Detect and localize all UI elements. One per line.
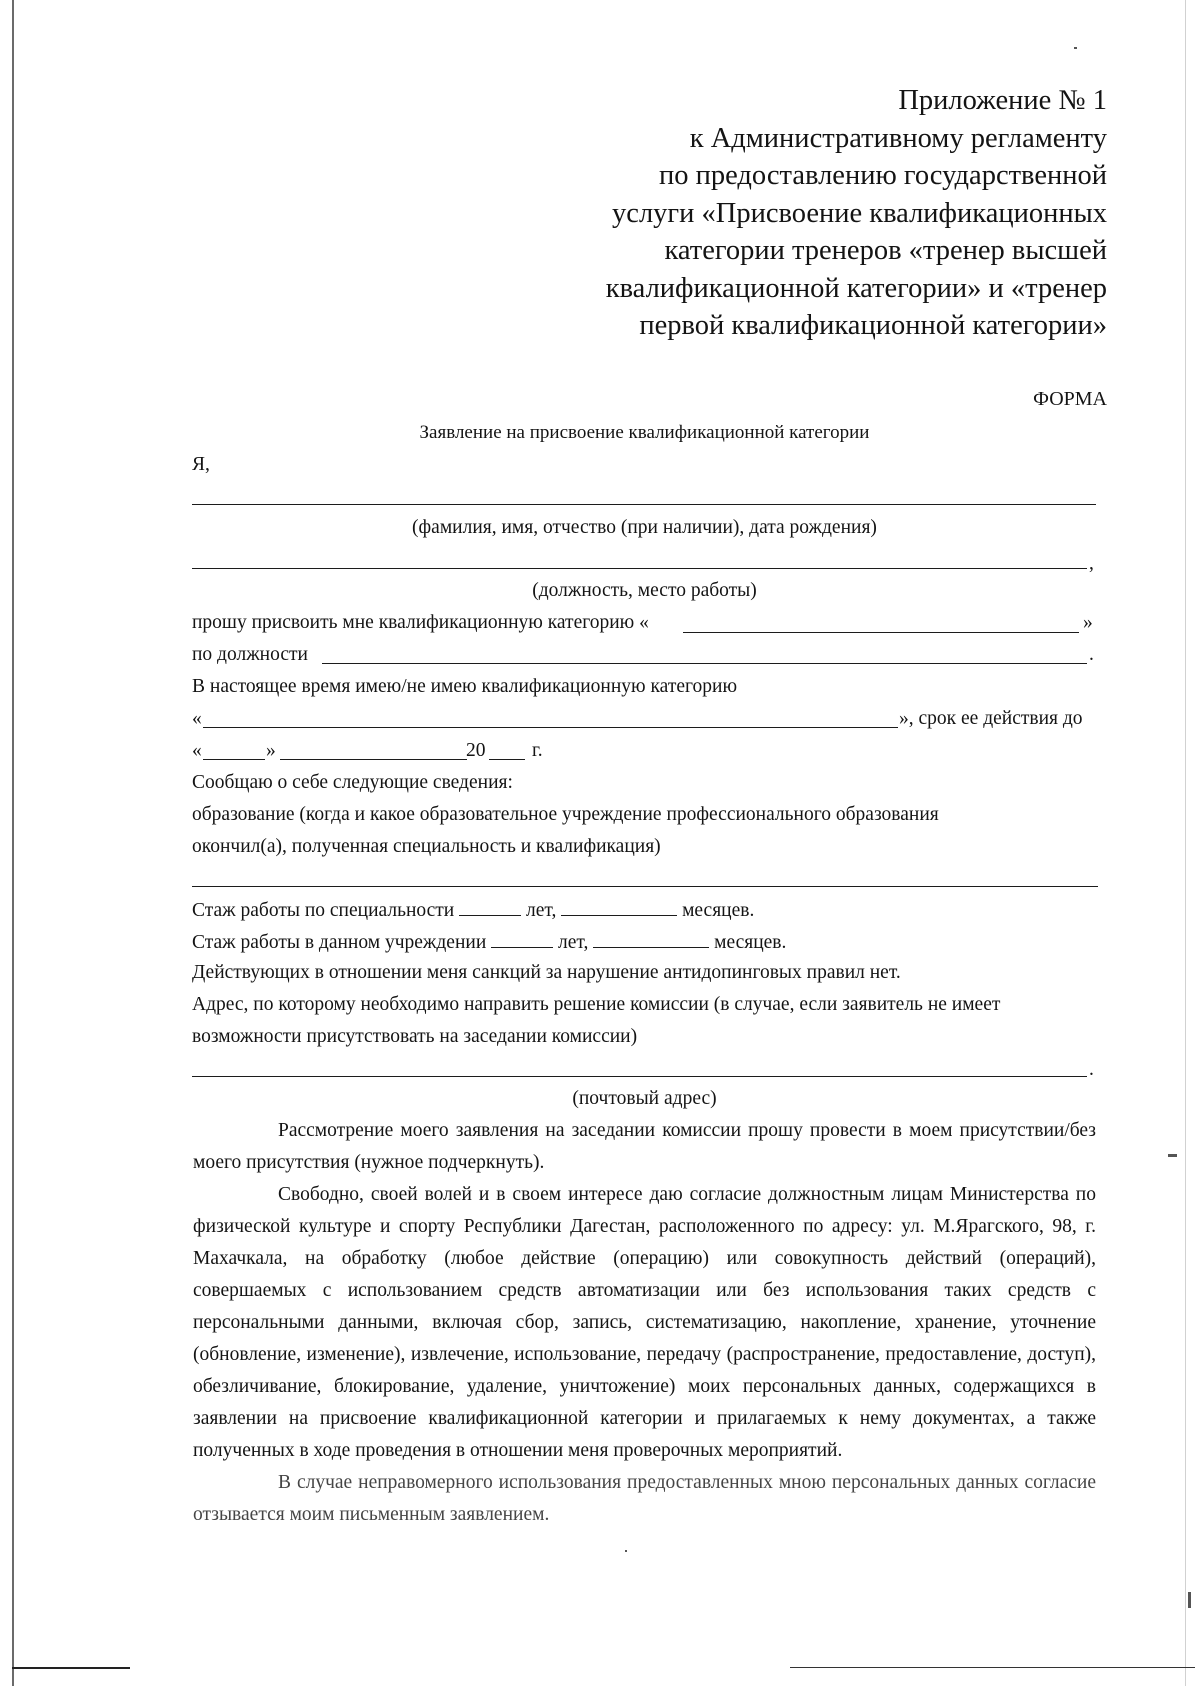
appendix-heading <box>547 82 1107 345</box>
position-line <box>192 568 1087 569</box>
validity-suffix: », срок ее действия до <box>899 708 1083 729</box>
scan-edge-left <box>12 0 14 1686</box>
date-day-line <box>203 759 265 760</box>
scan-edge-right <box>1185 0 1186 1686</box>
fio-line <box>192 504 1096 505</box>
heading-line: категории тренеров «тренер высшей <box>664 235 1107 266</box>
scan-speck <box>1188 1592 1191 1608</box>
category-line <box>683 632 1079 633</box>
experience-org-label: Стаж работы в данном учреждении <box>192 932 487 953</box>
period: . <box>1089 1059 1094 1080</box>
scan-speck <box>625 1550 627 1552</box>
education-line1: образование (когда и какое образовательное учреждение профессионального образования <box>192 804 939 825</box>
heading-line: к Административному регламенту <box>689 122 1107 154</box>
date-month-line <box>280 759 467 760</box>
presence-paragraph: Рассмотрение моего заявления на заседании комиссии прошу провести в моем присутствии/без моего присутствия (нужное подчеркнуть). <box>193 1120 1096 1173</box>
post-line <box>322 663 1087 664</box>
sanctions-text: Действующих в отношении меня санкций за нарушение антидопинговых правил нет. <box>192 962 901 983</box>
document-title: Заявление на присвоение квалификационной категории <box>419 422 870 443</box>
form-label: ФОРМА <box>1033 388 1107 410</box>
ya-label: Я, <box>192 454 210 475</box>
months-label: месяцев. <box>714 932 787 953</box>
scan-bottom-mark-right <box>790 1667 1195 1668</box>
position-caption: (должность, место работы) <box>532 580 757 601</box>
experience-specialty <box>192 897 754 923</box>
date-year-prefix: 20 <box>466 740 486 761</box>
scan-bottom-mark-left <box>12 1667 130 1669</box>
position-prefix: по должности <box>192 644 308 665</box>
years-blank <box>459 897 521 916</box>
consent-paragraph: Свободно, своей волей и в своем интересе даю согласие должностным лицам Министерства по физической культуре и спорту Республики Дагестан, расположенного по адресу: ул. М.Ярагского, 98, г. Махачкала, на обработку (любое действие (операцию) или совокупность действий (операций), совершаемых с использованием средств автоматизации или без использования таких средств с персональными данными, включая сбор, запись, систематизацию, накопление, хранение, уточнение (обновление, изменение), извлечение, использование, передачу (распространение, предоставление, доступ), обезличивание, блокирование, удаление, уничтожение) моих персональных данных, содержащихся в заявлении на присвоение квалификационной категории и прилагаемых к нему документах, а также полученных в ходе проведения в отношении меня проверочных мероприятий. <box>193 1184 1096 1461</box>
scan-speck <box>1074 47 1077 49</box>
about-self: Сообщаю о себе следующие сведения: <box>192 772 513 793</box>
months-label: месяцев. <box>682 900 755 921</box>
period: . <box>1089 644 1094 665</box>
date-open: « <box>192 740 202 761</box>
scan-speck <box>1168 1154 1177 1157</box>
experience-specialty-label: Стаж работы по специальности <box>192 900 455 921</box>
heading-line: первой квалификационной категории» <box>639 310 1107 341</box>
address-line1: Адрес, по которому необходимо направить решение комиссии (в случае, если заявитель не имеет <box>192 994 1001 1015</box>
date-year-suffix: г. <box>532 740 543 761</box>
date-close: » <box>266 740 276 761</box>
years-blank <box>491 929 553 948</box>
heading-line: по предоставлению государственной <box>659 160 1107 191</box>
postal-address-line <box>192 1076 1087 1077</box>
experience-org <box>192 929 786 955</box>
current-category: В настоящее время имею/не имею квалификационную категорию <box>192 676 738 697</box>
heading-line: квалификационной категории» и «тренер <box>605 272 1107 304</box>
years-label: лет, <box>526 900 557 921</box>
quote-open: « <box>192 708 202 729</box>
heading-line: Приложение № 1 <box>898 85 1107 116</box>
postal-caption: (почтовый адрес) <box>572 1088 717 1109</box>
request-prefix: прошу присвоить мне квалификационную категорию « <box>192 612 649 633</box>
fio-caption: (фамилия, имя, отчество (при наличии), дата рождения) <box>412 517 877 538</box>
date-year-line <box>489 759 525 760</box>
heading-line: услуги «Присвоение квалификационных <box>612 197 1107 229</box>
address-line2: возможности присутствовать на заседании комиссии) <box>192 1026 638 1047</box>
years-label: лет, <box>558 932 589 953</box>
months-blank <box>561 897 677 916</box>
revocation-paragraph: В случае неправомерного использования предоставленных мною персональных данных согласие отзывается моим письменным заявлением. <box>193 1472 1096 1525</box>
months-blank <box>593 929 709 948</box>
current-category-line <box>203 727 898 728</box>
comma: , <box>1089 553 1094 574</box>
request-suffix: » <box>1083 612 1093 633</box>
education-line2: окончил(а), полученная специальность и квалификация) <box>192 836 661 857</box>
education-line <box>192 886 1098 887</box>
